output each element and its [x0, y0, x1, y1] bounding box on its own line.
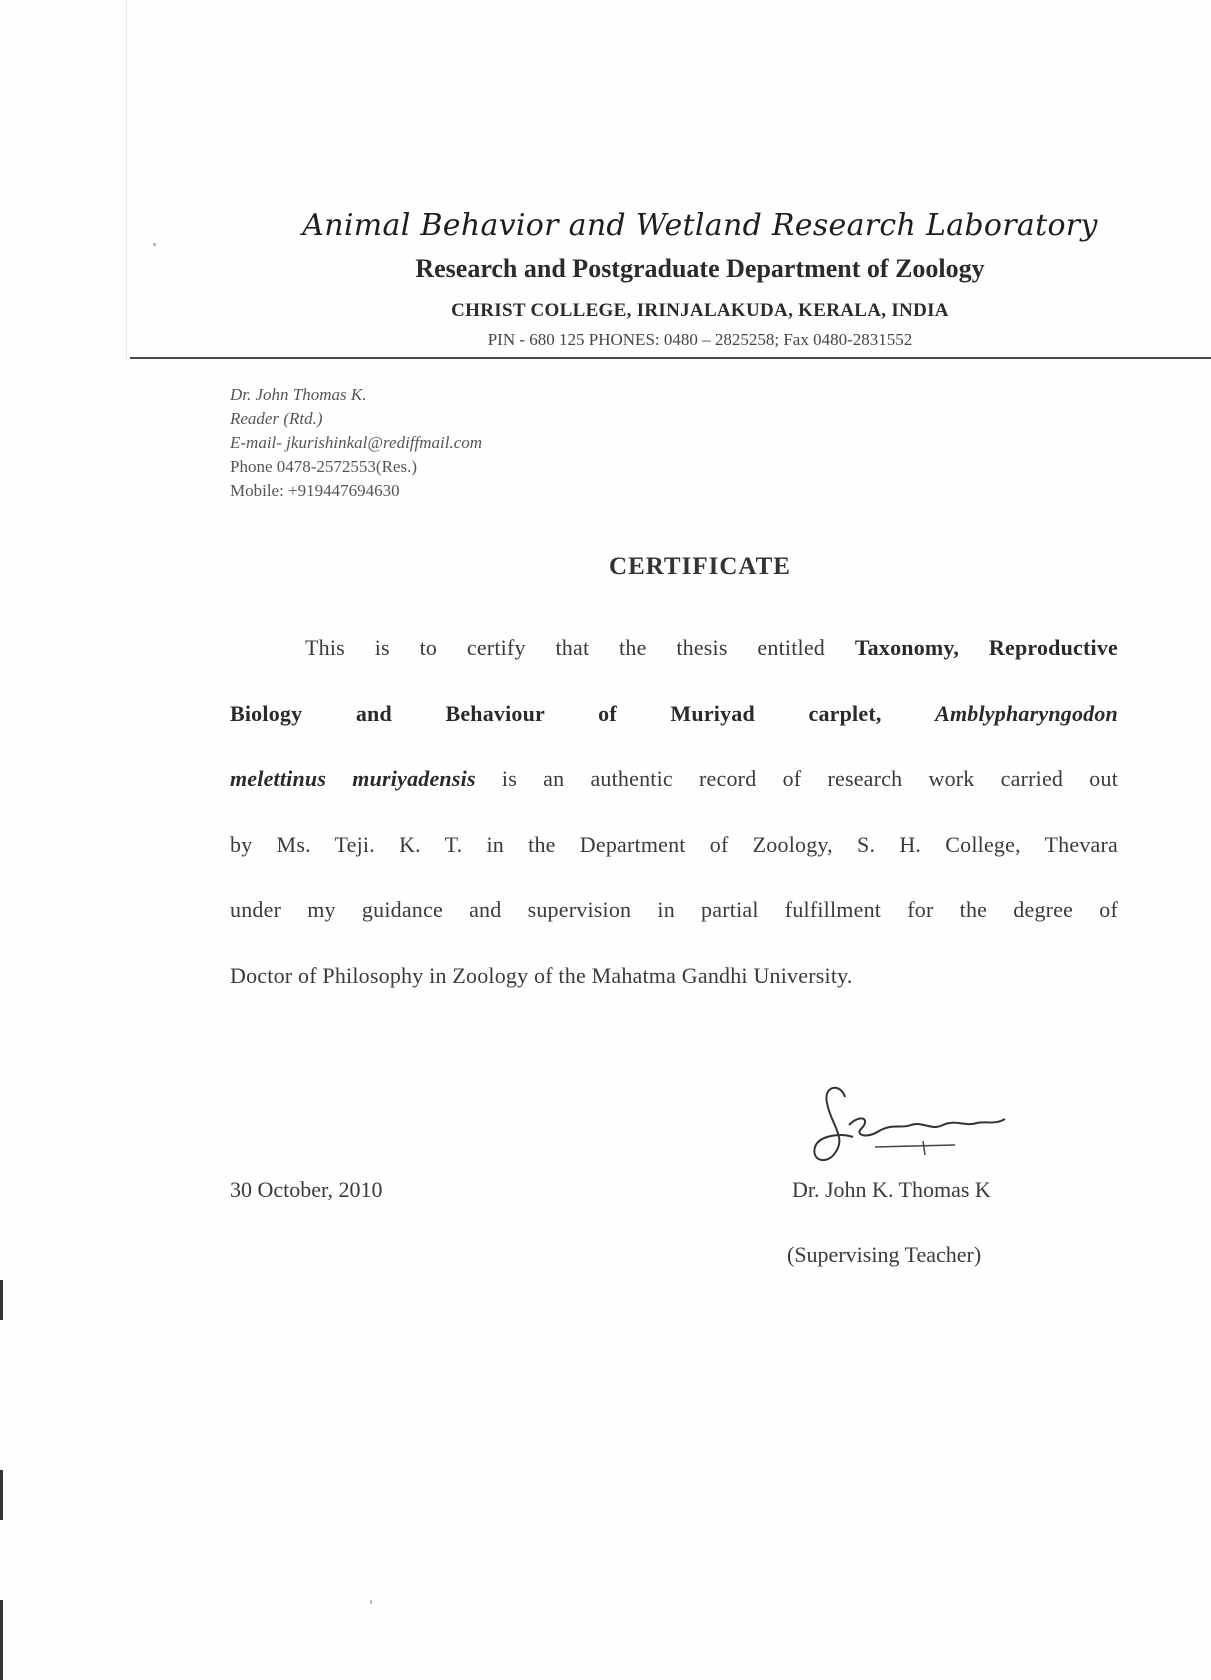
sender-email: E-mail- jkurishinkal@rediffmail.com: [230, 433, 483, 452]
certificate-body: [230, 615, 1118, 1008]
body-line-2: [230, 681, 1118, 747]
body-line-3: [230, 746, 1118, 812]
scan-speck: [153, 243, 156, 246]
sender-mobile: Mobile: +919447694630: [230, 481, 400, 500]
letterhead-divider: [130, 357, 1211, 359]
scan-edge-mark: [0, 1600, 3, 1680]
lab-name: Animal Behavior and Wetland Research Laboratory: [302, 208, 1098, 243]
certificate-heading: CERTIFICATE: [609, 553, 791, 580]
body-text-segment: is an authentic record of research work carried out: [475, 766, 1119, 791]
handwritten-signature: [805, 1075, 1035, 1170]
species-name: Amblypharyngodon: [935, 700, 1118, 726]
sender-title: Reader (Rtd.): [230, 409, 323, 428]
body-text-segment: This is to certify that the thesis entitled: [305, 635, 855, 660]
sender-block: [230, 383, 482, 503]
sender-name: Dr. John Thomas K.: [230, 385, 367, 404]
thesis-title-segment: Taxonomy, Reproductive: [854, 635, 1118, 660]
college-contact: PIN - 680 125 PHONES: 0480 – 2825258; Fax 0480-2831552: [487, 330, 913, 349]
body-line-5: under my guidance and supervision in partial fulfillment for the degree of: [230, 897, 1118, 922]
body-line-6: Doctor of Philosophy in Zoology of the Mahatma Gandhi University.: [230, 962, 853, 988]
signatory-name: Dr. John K. Thomas K: [792, 1177, 991, 1202]
body-line-1: [230, 615, 1118, 681]
body-line-4: by Ms. Teji. K. T. in the Department of Zoology, S. H. College, Thevara: [230, 831, 1118, 857]
scan-margin-line: [126, 0, 127, 360]
department-name: Research and Postgraduate Department of Zoology: [415, 254, 985, 283]
species-name: melettinus muriyadensis: [230, 766, 476, 791]
thesis-title-segment: Biology and Behaviour of Muriyad carplet,: [230, 700, 936, 726]
signatory-role: (Supervising Teacher): [787, 1242, 982, 1267]
college-address: CHRIST COLLEGE, IRINJALAKUDA, KERALA, INDIA: [451, 300, 949, 321]
sender-phone: Phone 0478-2572553(Res.): [230, 457, 417, 476]
scan-edge-mark: [0, 1280, 3, 1320]
certificate-date: 30 October, 2010: [230, 1177, 383, 1202]
scan-edge-mark: [0, 1470, 3, 1520]
scan-speck: [370, 1600, 372, 1604]
